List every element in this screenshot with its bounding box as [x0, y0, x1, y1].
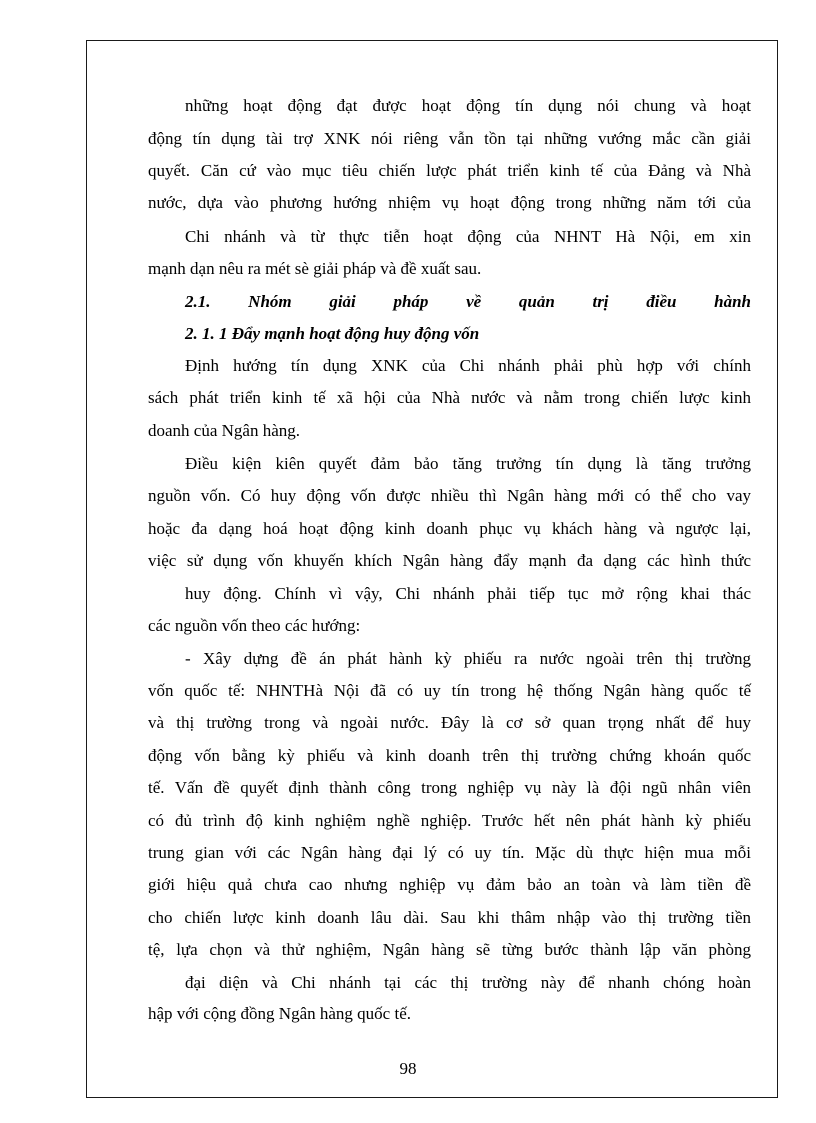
- body-line: cho chiến lược kinh doanh lâu dài. Sau khi thâm nhập vào thị trường tiền: [148, 908, 751, 927]
- body-line: động tín dụng tài trợ XNK nói riêng vẫn tồn tại những vướng mắc cần giải: [148, 129, 751, 148]
- body-line: giới hiệu quả chưa cao nhưng nghiệp vụ đảm bảo an toàn và làm tiền đề: [148, 875, 751, 894]
- body-line: doanh của Ngân hàng.: [148, 421, 301, 440]
- body-line: có đủ trình độ kinh nghiệm nghề nghiệp. Trước hết nên phát hành kỳ phiếu: [148, 811, 751, 830]
- body-line: việc sử dụng vốn khuyến khích Ngân hàng đẩy mạnh đa dạng các hình thức: [148, 551, 751, 570]
- body-line: hập với cộng đồng Ngân hàng quốc tế.: [148, 1004, 411, 1023]
- body-line: các nguồn vốn theo các hướng:: [148, 616, 361, 635]
- body-line: đại diện và Chi nhánh tại các thị trường này để nhanh chóng hoàn: [185, 973, 751, 992]
- body-line: những hoạt động đạt được hoạt động tín dụng nói chung và hoạt: [185, 96, 751, 115]
- body-line: Định hướng tín dụng XNK của Chi nhánh phải phù hợp với chính: [185, 356, 751, 375]
- body-line: quyết. Căn cứ vào mục tiêu chiến lược phát triển kinh tế của Đảng và Nhà: [148, 161, 751, 180]
- body-line: tế. Vấn đề quyết định thành công trong nghiệp vụ này là đội ngũ nhân viên: [148, 778, 751, 797]
- body-line: nước, dựa vào phương hướng nhiệm vụ hoạt động trong những năm tới của: [148, 193, 751, 212]
- body-line: trung gian với các Ngân hàng đại lý có uy tín. Mặc dù thực hiện mua mỗi: [148, 843, 751, 862]
- body-line: mạnh dạn nêu ra mét sè giải pháp và đề xuất sau.: [148, 259, 482, 278]
- body-line: huy động. Chính vì vậy, Chi nhánh phải tiếp tục mở rộng khai thác: [185, 584, 751, 603]
- body-line: vốn quốc tế: NHNTHà Nội đã có uy tín trong hệ thống Ngân hàng quốc tế: [148, 681, 751, 700]
- section-heading: 2.1. Nhóm giải pháp về quản trị điều hành: [185, 292, 751, 311]
- body-line: động vốn bằng kỳ phiếu và kinh doanh trên thị trường chứng khoán quốc: [148, 746, 751, 765]
- subsection-heading: 2. 1. 1 Đẩy mạnh hoạt động huy động vốn: [185, 324, 480, 343]
- body-line: Điều kiện kiên quyết đảm bảo tăng trưởng tín dụng là tăng trưởng: [185, 454, 751, 473]
- body-line: hoặc đa dạng hoá hoạt động kinh doanh phục vụ khách hàng và ngược lại,: [148, 519, 751, 538]
- body-line: và thị trường trong và ngoài nước. Đây là cơ sở quan trọng nhất để huy: [148, 713, 751, 732]
- body-line: - Xây dựng đề án phát hành kỳ phiếu ra nước ngoài trên thị trường: [185, 649, 751, 668]
- body-line: Chi nhánh và từ thực tiễn hoạt động của NHNT Hà Nội, em xin: [185, 227, 751, 246]
- page-number: 98: [399, 1059, 417, 1078]
- body-line: nguồn vốn. Có huy động vốn được nhiều thì Ngân hàng mới có thể cho vay: [148, 486, 751, 505]
- body-line: tệ, lựa chọn và thử nghiệm, Ngân hàng sẽ từng bước thành lập văn phòng: [148, 940, 751, 959]
- body-line: sách phát triển kinh tế xã hội của Nhà nước và nằm trong chiến lược kinh: [148, 388, 751, 407]
